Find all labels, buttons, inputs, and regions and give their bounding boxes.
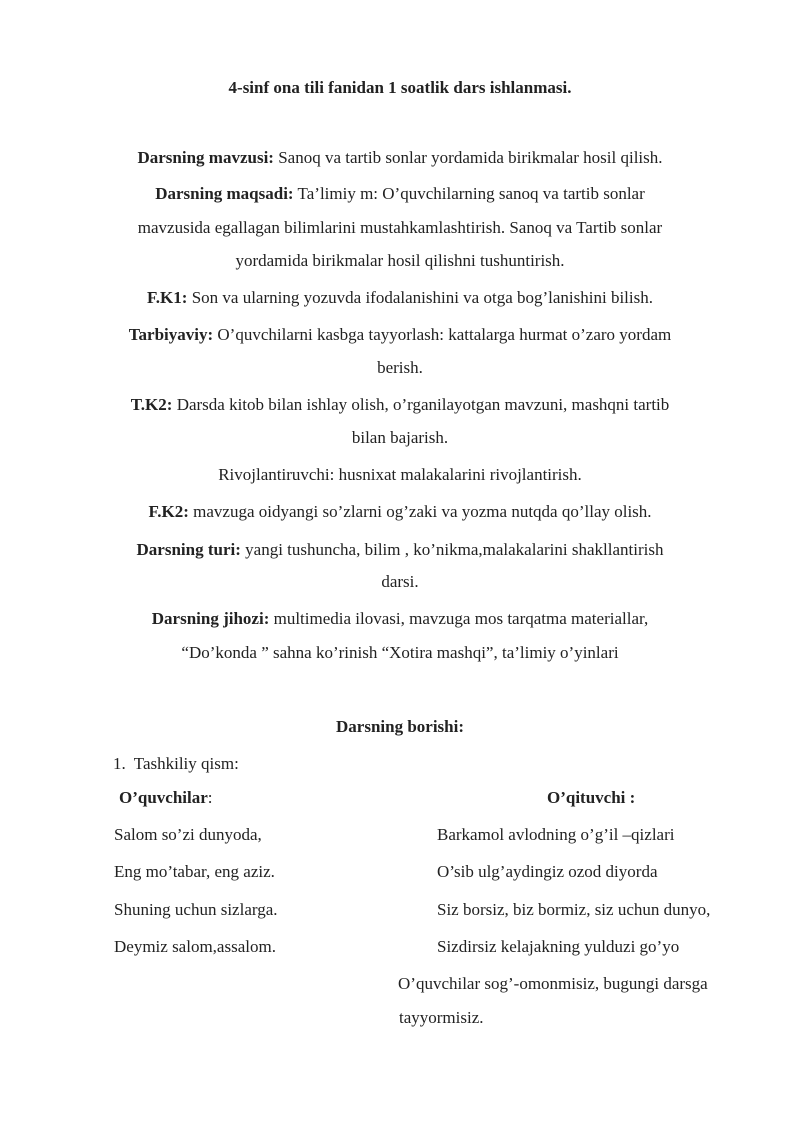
pupils-line-2: Eng mo’tabar, eng aziz. xyxy=(114,862,275,881)
teacher-line-1: Barkamol avlodning o’g’il –qizlari xyxy=(437,825,675,844)
list-number: 1. xyxy=(113,754,126,773)
lesson-goal-line3: yordamida birikmalar hosil qilishni tushuntirish. xyxy=(235,251,565,270)
lesson-goal-line1: Darsning maqsadi: Ta’limiy m: O’quvchilarning sanoq va tartib sonlar xyxy=(155,184,645,203)
lesson-goal-line2: mavzusida egallagan bilimlarini mustahkamlashtirish. Sanoq va Tartib sonlar xyxy=(137,218,663,237)
document-title: 4-sinf ona tili fanidan 1 soatlik dars ishlanmasi. xyxy=(228,78,572,97)
lesson-flow-heading: Darsning borishi: xyxy=(336,717,464,736)
pupils-heading: O’quvchilar: xyxy=(119,788,213,807)
equipment-label: Darsning jihozi: xyxy=(151,609,270,628)
teacher-heading: O’qituvchi : xyxy=(547,788,636,807)
fk2-label: F.K2: xyxy=(148,502,189,521)
topic-text: Sanoq va tartib sonlar yordamida birikmalar hosil qilish. xyxy=(273,148,663,167)
fk2-line: F.K2: mavzuga oidyangi so’zlarni og’zaki va yozma nutqda qo’llay olish. xyxy=(148,502,652,521)
tarbiyaviy-line2: berish. xyxy=(377,358,423,377)
equipment-line2: “Do’konda ” sahna ko’rinish “Xotira mashqi”, ta’limiy o’yinlari xyxy=(181,643,619,662)
topic-label: Darsning mavzusi: xyxy=(137,148,274,167)
tarbiyaviy-line1: Tarbiyaviy: O’quvchilarni kasbga tayyorlash: kattalarga hurmat o’zaro yordam xyxy=(128,325,672,344)
teacher-line-3: Siz borsiz, biz bormiz, siz uchun dunyo, xyxy=(437,900,711,919)
rivojlantiruvchi-line: Rivojlantiruvchi: husnixat malakalarini rivojlantirish. xyxy=(218,465,582,484)
pupils-line-1: Salom so’zi dunyoda, xyxy=(114,825,262,844)
lesson-type-line2: darsi. xyxy=(381,572,419,591)
teacher-closing-line1: O’quvchilar sog’-omonmisiz, bugungi darsga xyxy=(398,974,708,993)
tk2-label: T.K2: xyxy=(130,395,173,414)
goal-label: Darsning maqsadi: xyxy=(155,184,294,203)
type-label: Darsning turi: xyxy=(136,540,241,559)
teacher-closing-line2: tayyormisiz. xyxy=(399,1008,484,1027)
fk1-label: F.K1: xyxy=(146,288,188,307)
pupils-line-3: Shuning uchun sizlarga. xyxy=(114,900,278,919)
lesson-topic xyxy=(0,147,800,169)
tk2-line1: T.K2: Darsda kitob bilan ishlay olish, o’rganilayotgan mavzuni, mashqni tartib xyxy=(130,395,670,414)
organizational-part-text: Tashkiliy qism: xyxy=(133,754,239,773)
pupils-line-4: Deymiz salom,assalom. xyxy=(114,937,276,956)
fk1-line: F.K1: Son va ularning yozuvda ifodalanishini va otga bog’lanishini bilish. xyxy=(146,288,653,307)
tk2-line2: bilan bajarish. xyxy=(351,428,449,447)
tarbiyaviy-label: Tarbiyaviy: xyxy=(128,325,214,344)
lesson-type-line1: Darsning turi: yangi tushuncha, bilim , ko’nikma,malakalarini shakllantirish xyxy=(136,540,664,559)
organizational-part xyxy=(113,753,239,775)
teacher-line-4: Sizdirsiz kelajakning yulduzi go’yo xyxy=(437,937,680,956)
teacher-line-2: O’sib ulg’aydingiz ozod diyorda xyxy=(437,862,658,881)
equipment-line1: Darsning jihozi: multimedia ilovasi, mavzuga mos tarqatma materiallar, xyxy=(151,609,649,628)
